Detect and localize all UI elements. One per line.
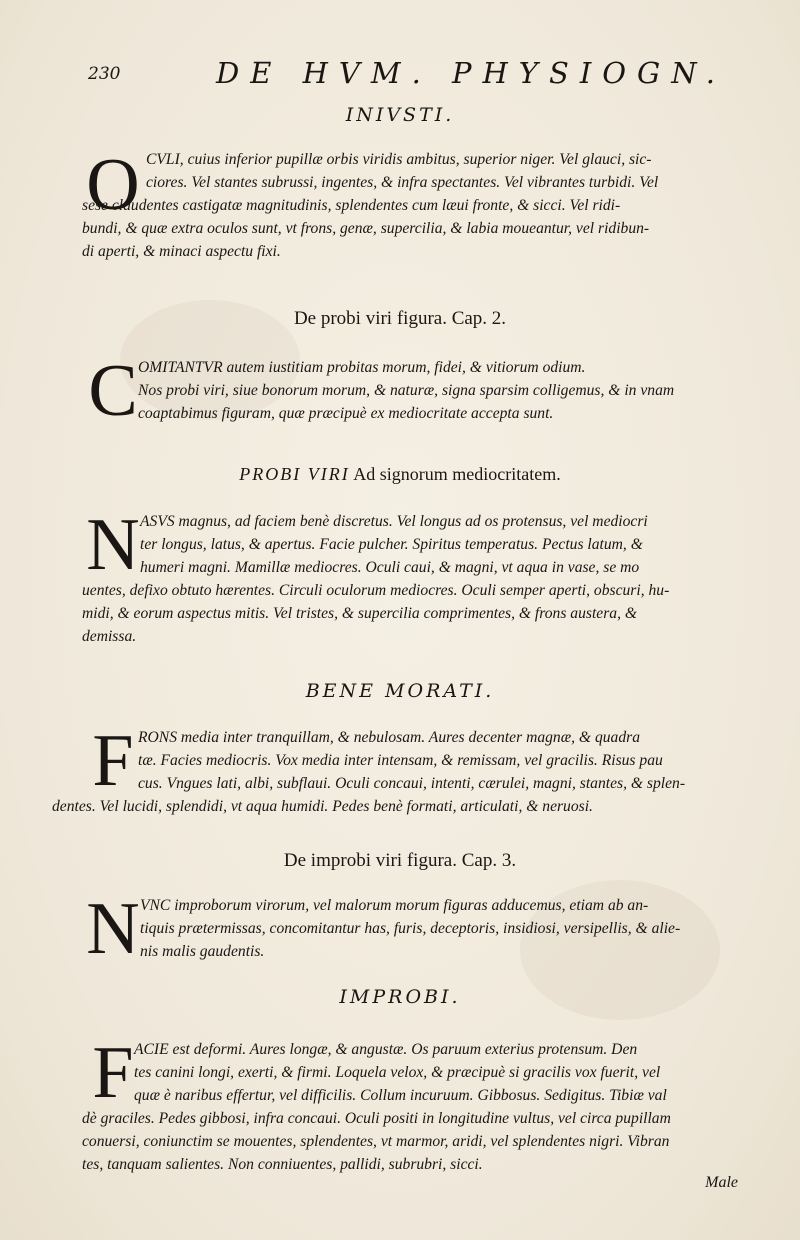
drop-cap: F xyxy=(92,720,134,802)
chapter-heading: De probi viri figura. Cap. 2. xyxy=(293,308,507,329)
text-line: conuersi, coniunctim se mouentes, splendentes, vt marmor, aridi, vel splendentes nigri. Vibran xyxy=(82,1133,670,1150)
text-line: humeri magni. Mamillæ mediocres. Oculi caui, & magni, vt aqua in vase, se mo xyxy=(140,559,640,576)
text-line: ASVS magnus, ad faciem benè discretus. Vel longus ad os protensus, vel mediocri xyxy=(140,513,648,530)
text-line: dè graciles. Pedes gibbosi, infra concaui. Oculi positi in longitudine vultus, vel circa pupillam xyxy=(82,1110,671,1127)
running-head xyxy=(88,56,768,96)
text-line: CVLI, cuius inferior pupillæ orbis viridis ambitus, superior niger. Vel glauci, sic- xyxy=(146,151,652,168)
chapter-heading: De improbi viri figura. Cap. 3. xyxy=(283,850,517,871)
drop-cap: C xyxy=(88,350,138,432)
text-line: ACIE est deformi. Aures longæ, & angustæ. Os paruum exterius protensum. Den xyxy=(134,1041,638,1058)
text-line: Nos probi viri, siue bonorum morum, & naturæ, signa sparsim colligemus, & in vnam xyxy=(138,382,675,399)
text-line: di aperti, & minaci aspectu fixi. xyxy=(82,243,281,260)
text-line: quæ è naribus effertur, vel difficilis. Collum incuruum. Gibbosus. Sedigitus. Tibiæ val xyxy=(134,1087,667,1104)
text-line: nis malis gaudentis. xyxy=(140,943,265,960)
text-line: OMITANTVR autem iustitiam probitas morum, fidei, & vitiorum odium. xyxy=(138,359,586,376)
drop-cap: O xyxy=(86,144,140,226)
sub-heading-italic: PROBI VIRI xyxy=(239,464,350,484)
text-line: RONS media inter tranquillam, & nebulosam. Aures decenter magnæ, & quadra xyxy=(138,729,640,746)
text-line: ciores. Vel stantes subrussi, ingentes, & infra spectantes. Vel vibrantes turbidi. Vel xyxy=(146,174,659,191)
section-heading: BENE MORATI. xyxy=(305,680,495,702)
text-line: tiquis prætermissas, concomitantur has, furis, deceptoris, insidiosi, versipellis, & alie- xyxy=(140,920,681,937)
sub-heading-roman: Ad signorum mediocritatem. xyxy=(353,464,561,484)
text-line: demissa. xyxy=(82,628,137,645)
drop-cap: N xyxy=(86,504,140,586)
section-heading: INIVSTI. xyxy=(345,104,455,126)
section-heading: IMPROBI. xyxy=(339,986,461,1008)
text-line: uentes, defixo obtuto hærentes. Circuli oculorum mediocres. Oculi semper aperti, obscuri, hu- xyxy=(82,582,670,599)
paragraph xyxy=(82,888,772,1056)
text-line: cus. Vngues lati, albi, subflaui. Oculi concaui, intenti, cærulei, magni, stantes, & splen- xyxy=(138,775,686,792)
sub-heading xyxy=(0,464,800,485)
text-line: sese claudentes castigatæ magnitudinis, splendentes cum læui fronte, & sicci. Vel ridi- xyxy=(82,197,621,214)
paragraph xyxy=(82,504,772,672)
text-line: bundi, & quæ extra oculos sunt, vt frons, genæ, supercilia, & labia moueantur, vel ridibun- xyxy=(82,220,650,237)
page-number: 230 xyxy=(88,64,121,84)
text-line: VNC improborum virorum, vel malorum morum figuras adducemus, etiam ab an- xyxy=(140,897,649,914)
paragraph xyxy=(82,350,772,518)
paragraph xyxy=(82,144,772,310)
text-line: midi, & eorum aspectus mitis. Vel tristes, & supercilia comprimentes, & frons austera, & xyxy=(82,605,637,622)
text-line: tæ. Facies mediocris. Vox media inter intensam, & remissam, vel gracilis. Risus pau xyxy=(138,752,663,769)
catchword: Male xyxy=(705,1174,738,1191)
text-line: tes canini longi, exerti, & firmi. Loquela velox, & præcipuè si gracilis vox fuerit, vel xyxy=(134,1064,661,1081)
drop-cap: F xyxy=(92,1032,134,1114)
text-line: ter longus, latus, & apertus. Facie pulcher. Spiritus temperatus. Pectus latum, & xyxy=(140,536,643,553)
paragraph xyxy=(82,1032,772,1200)
running-title: DE HVM. PHYSIOGN. xyxy=(216,56,726,90)
drop-cap: N xyxy=(86,888,140,970)
text-line: tes, tanquam salientes. Non conniuentes, pallidi, subrubri, sicci. xyxy=(82,1156,483,1173)
text-line: coaptabimus figuram, quæ præcipuè ex mediocritate accepta sunt. xyxy=(138,405,554,422)
text-line: dentes. Vel lucidi, splendidi, vt aqua humidi. Pedes benè formati, articulati, & neruosi. xyxy=(52,798,593,815)
